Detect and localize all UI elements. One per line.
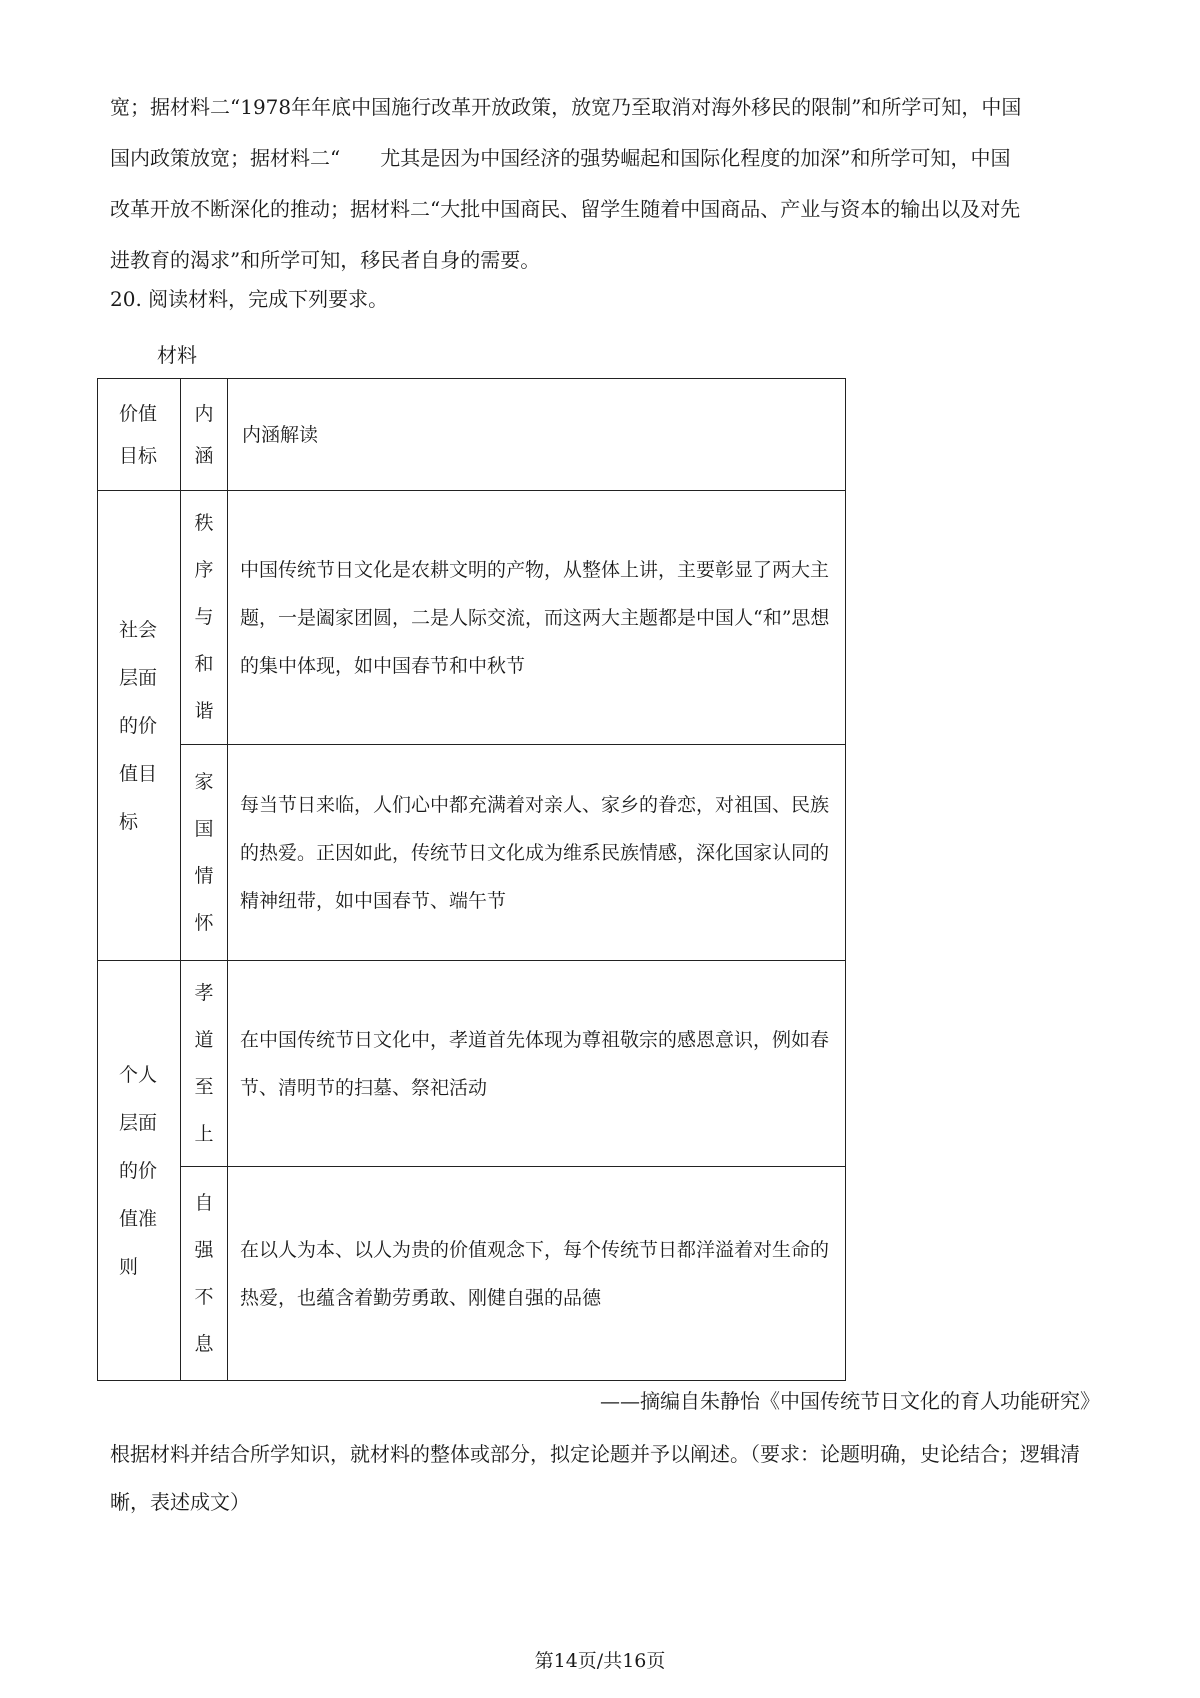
question-title: 20. 阅读材料，完成下列要求。 [110, 287, 389, 311]
value-goal-text: 个人层面的价值准则 [119, 1063, 158, 1278]
table-row [98, 961, 846, 1167]
header-core [181, 379, 228, 491]
answer-line: 进教育的渴求”和所学可知，移民者自身的需要。 [110, 248, 541, 272]
header-core-text: 内涵 [194, 402, 214, 467]
header-value-goal [98, 379, 181, 491]
answer-line: 宽；据材料二“1978年年底中国施行改革开放政策，放宽乃至取消对海外移民的限制”和所学可知，中国 [110, 95, 1022, 119]
question-requirement: 根据材料并结合所学知识，就材料的整体或部分，拟定论题并予以阐述。（要求：论题明确，史论结合；逻辑清晰，表述成文） [110, 1442, 1080, 1514]
core-text: 孝道至上 [194, 981, 214, 1145]
table-row [98, 491, 846, 745]
core-cell [181, 491, 228, 745]
value-goal-cell [98, 491, 181, 961]
core-text: 秩序与和谐 [194, 512, 214, 722]
answer-line: 国内政策放宽；据材料二“ 尤其是因为中国经济的强势崛起和国际化程度的加深”和所学可知，中国 [110, 146, 1011, 170]
source-citation: ——摘编自朱静怡《中国传统节日文化的育人功能研究》 [600, 1389, 1100, 1413]
table-header-row [98, 379, 846, 491]
answer-line: 改革开放不断深化的推动；据材料二“大批中国商民、留学生随着中国商品、产业与资本的输出以及对先 [110, 197, 1021, 221]
value-goal-cell [98, 961, 181, 1381]
core-cell [181, 745, 228, 961]
table-row [98, 1167, 846, 1381]
interpretation-cell: 每当节日来临，人们心中都充满着对亲人、家乡的眷恋，对祖国、民族的热爱。正因如此，传统节日文化成为维系民族情感，深化国家认同的精神纽带，如中国春节、端午节 [228, 745, 846, 961]
page-number: 第14页/共16页 [534, 1650, 666, 1672]
value-goal-text: 社会层面的价值目标 [119, 618, 158, 833]
material-label: 材料 [157, 343, 197, 367]
answer-paragraph [110, 82, 1110, 286]
interpretation-cell: 中国传统节日文化是农耕文明的产物，从整体上讲，主要彰显了两大主题，一是阖家团圆，二是人际交流，而这两大主题都是中国人“和”思想的集中体现，如中国春节和中秋节 [228, 491, 846, 745]
interpretation-cell: 在中国传统节日文化中，孝道首先体现为尊祖敬宗的感恩意识，例如春节、清明节的扫墓、祭祀活动 [228, 961, 846, 1167]
header-interpretation: 内涵解读 [228, 379, 846, 491]
core-cell [181, 961, 228, 1167]
interpretation-cell: 在以人为本、以人为贵的价值观念下，每个传统节日都洋溢着对生命的热爱，也蕴含着勤劳勇敢、刚健自强的品德 [228, 1167, 846, 1381]
header-value-goal-text: 价值目标 [119, 402, 158, 467]
core-cell [181, 1167, 228, 1381]
core-text: 自强不息 [194, 1191, 214, 1355]
core-text: 家国情怀 [194, 770, 214, 934]
table-row [98, 745, 846, 961]
material-table [97, 378, 846, 1381]
